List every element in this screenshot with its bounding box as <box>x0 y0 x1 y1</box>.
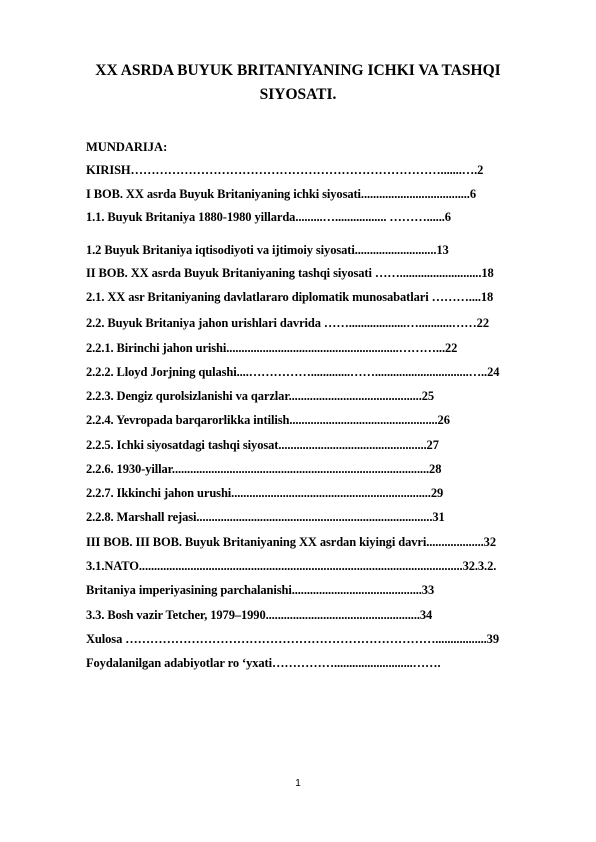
toc-entry-2-2-7: 2.2.7. Ikkinchi jahon urushi..................................................................29 <box>86 486 444 500</box>
toc-entry-3-3: 3.3. Bosh vazir Tetcher, 1979–1990...................................................34 <box>86 608 433 622</box>
toc-entry-kirish: KIRISH………………………………………………………………….......….2 <box>86 163 484 177</box>
contents-heading: MUNDARIJA: <box>86 140 168 154</box>
toc-entry-2-2-5: 2.2.5. Ichki siyosatdagi tashqi siyosat.................................................27 <box>86 438 439 452</box>
toc-entry-chapter-3: III BOB. III BOB. Buyuk Britaniyaning XX asrdan kiyingi davri...................32 <box>86 535 496 549</box>
title-line-1: XX ASRDA BUYUK BRITANIYANING ICHKI VA TASHQI <box>95 62 501 79</box>
toc-entry-2-2-8: 2.2.8. Marshall rejasi..............................................................................31 <box>86 510 445 524</box>
toc-entry-1-2: 1.2 Buyuk Britaniya iqtisodiyoti va ijtimoiy siyosati...........................13 <box>86 243 449 257</box>
title-line-2: SIYOSATI. <box>259 86 337 103</box>
page-number: 1 <box>295 778 301 789</box>
toc-entry-xulosa: Xulosa ………………………………………………………………….................39 <box>86 632 499 646</box>
toc-entry-1-1: 1.1. Buyuk Britaniya 1880-1980 yillarda.........…................. ………......6 <box>86 210 451 224</box>
toc-entry-3-1: 3.1.NATO...........................................................................................................32.3.2. <box>86 559 497 573</box>
toc-entry-3-2: Britaniya imperiyasining parchalanishi...........................................33 <box>86 583 435 597</box>
toc-entry-2-2-4: 2.2.4. Yevropada barqarorlikka intilish.................................................26 <box>86 413 450 427</box>
toc-entry-bibliography: Foydalanilgan adabiyotlar ro ‘yxati……………..........................……. <box>86 656 441 670</box>
toc-entry-2-2-2: 2.2.2. Lloyd Jorjning qulashi....…………….............……...............................…..24 <box>86 365 500 379</box>
toc-entry-chapter-2: II BOB. XX asrda Buyuk Britaniyaning tashqi siyosati ……...........................18 <box>86 266 494 280</box>
toc-entry-2-2-6: 2.2.6. 1930-yillar.....................................................................................28 <box>86 462 442 476</box>
toc-entry-2-2-1: 2.2.1. Birinchi jahon urishi.........................................................………...22 <box>86 341 458 355</box>
toc-entry-chapter-1: I BOB. XX asrda Buyuk Britaniyaning ichki siyosati....................................6 <box>86 187 476 201</box>
toc-entry-2-2: 2.2. Buyuk Britaniya jahon urishlari davrida ……...................…...........……22 <box>86 316 489 330</box>
toc-entry-2-2-3: 2.2.3. Dengiz qurolsizlanishi va qarzlar............................................25 <box>86 389 435 403</box>
toc-entry-2-1: 2.1. XX asr Britaniyaning davlatlararo diplomatik munosabatlari ………....18 <box>86 290 494 304</box>
